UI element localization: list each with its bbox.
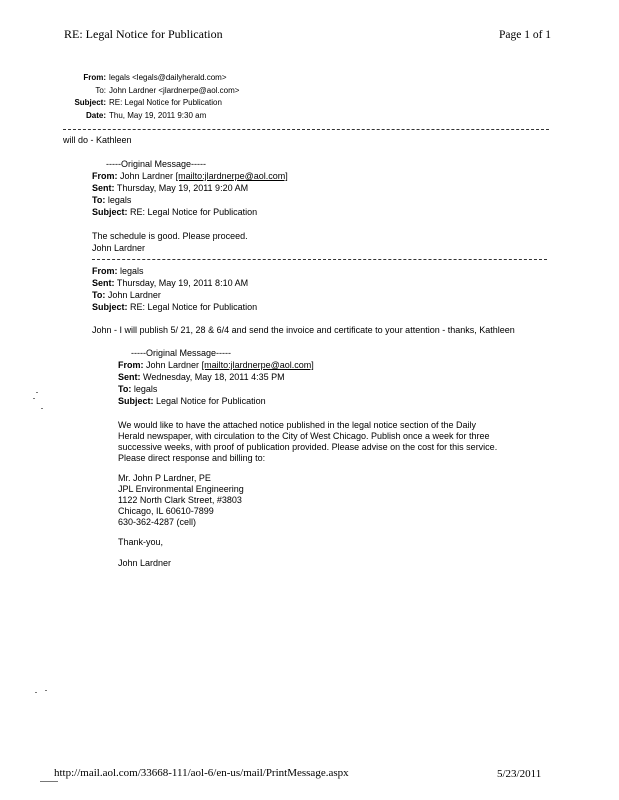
scan-speck [45, 690, 47, 691]
from-label: From: [83, 73, 106, 82]
address-line: Mr. John P Lardner, PE [118, 473, 211, 483]
to-label: To: [95, 86, 106, 95]
body-line: successive weeks, with proof of publication provided. Please advise on the cost for this service. [118, 442, 498, 452]
scan-speck [36, 392, 38, 393]
mailto-link[interactable]: [mailto:jlardnerpe@aol.com] [175, 171, 288, 181]
sent-value: Thursday, May 19, 2011 8:10 AM [116, 278, 249, 288]
divider [63, 129, 549, 130]
subject-label: Subject: [118, 396, 154, 406]
footer-date: 5/23/2011 [497, 768, 542, 780]
sent-label: Sent: [118, 372, 141, 382]
from-name: John Lardner [120, 171, 174, 181]
divider [92, 259, 547, 260]
to-value: legals [107, 195, 132, 205]
sent-label: Sent: [92, 278, 115, 288]
sent-label: Sent: [92, 183, 115, 193]
address-line: 630-362-4287 (cell) [118, 517, 197, 527]
to-label: To: [118, 384, 132, 394]
from-name: John Lardner [146, 360, 200, 370]
subject-value: RE: Legal Notice for Publication [130, 302, 258, 312]
scan-speck [33, 398, 35, 399]
subject-label: Subject: [92, 302, 128, 312]
to-value: legals [133, 384, 158, 394]
sent-value: Thursday, May 19, 2011 9:20 AM [116, 183, 249, 193]
subject-value: RE: Legal Notice for Publication [109, 98, 222, 107]
from-value: legals <legals@dailyherald.com> [109, 73, 227, 82]
from-label: From: [118, 360, 144, 370]
address-line: Chicago, IL 60610-7899 [118, 506, 214, 516]
subject-label: Subject: [74, 98, 106, 107]
subject-value: Legal Notice for Publication [156, 396, 266, 406]
scan-speck [35, 692, 37, 693]
body-line: We would like to have the attached notice published in the legal notice section of the Daily [118, 420, 477, 430]
address-line: 1122 North Clark Street, #3803 [118, 495, 242, 505]
signature: John Lardner [92, 243, 146, 253]
to-value: John Lardner <jlardnerpe@aol.com> [109, 86, 240, 95]
scan-speck [40, 781, 58, 782]
body-line: Please direct response and billing to: [118, 453, 266, 463]
original-message-separator: -----Original Message----- [106, 159, 207, 169]
to-label: To: [92, 195, 106, 205]
date-value: Thu, May 19, 2011 9:30 am [109, 111, 207, 120]
scan-speck [41, 408, 43, 409]
sent-value: Wednesday, May 18, 2011 4:35 PM [143, 372, 285, 382]
body-line: Herald newspaper, with circulation to the City of West Chicago. Publish once a week for three [118, 431, 490, 441]
address-line: JPL Environmental Engineering [118, 484, 244, 494]
from-label: From: [92, 266, 118, 276]
page-title: RE: Legal Notice for Publication [64, 27, 223, 41]
thanks-line: Thank-you, [118, 537, 164, 547]
from-label: From: [92, 171, 118, 181]
date-label: Date: [85, 111, 106, 120]
message-body: John - I will publish 5/ 21, 28 & 6/4 and send the invoice and certificate to your attention - thanks, Kathleen [92, 325, 515, 335]
subject-value: RE: Legal Notice for Publication [130, 207, 258, 217]
message-body: The schedule is good. Please proceed. [92, 231, 248, 241]
signature: John Lardner [118, 558, 172, 568]
to-value: John Lardner [107, 290, 161, 300]
from-value: legals [120, 266, 144, 276]
subject-label: Subject: [92, 207, 128, 217]
to-label: To: [92, 290, 106, 300]
original-message-separator: -----Original Message----- [131, 348, 232, 358]
footer-url: http://mail.aol.com/33668-111/aol-6/en-us/mail/PrintMessage.aspx [54, 767, 349, 779]
page-number: Page 1 of 1 [499, 29, 552, 41]
reply-text: will do - Kathleen [63, 135, 132, 145]
mailto-link[interactable]: [mailto:jlardnerpe@aol.com] [201, 360, 314, 370]
